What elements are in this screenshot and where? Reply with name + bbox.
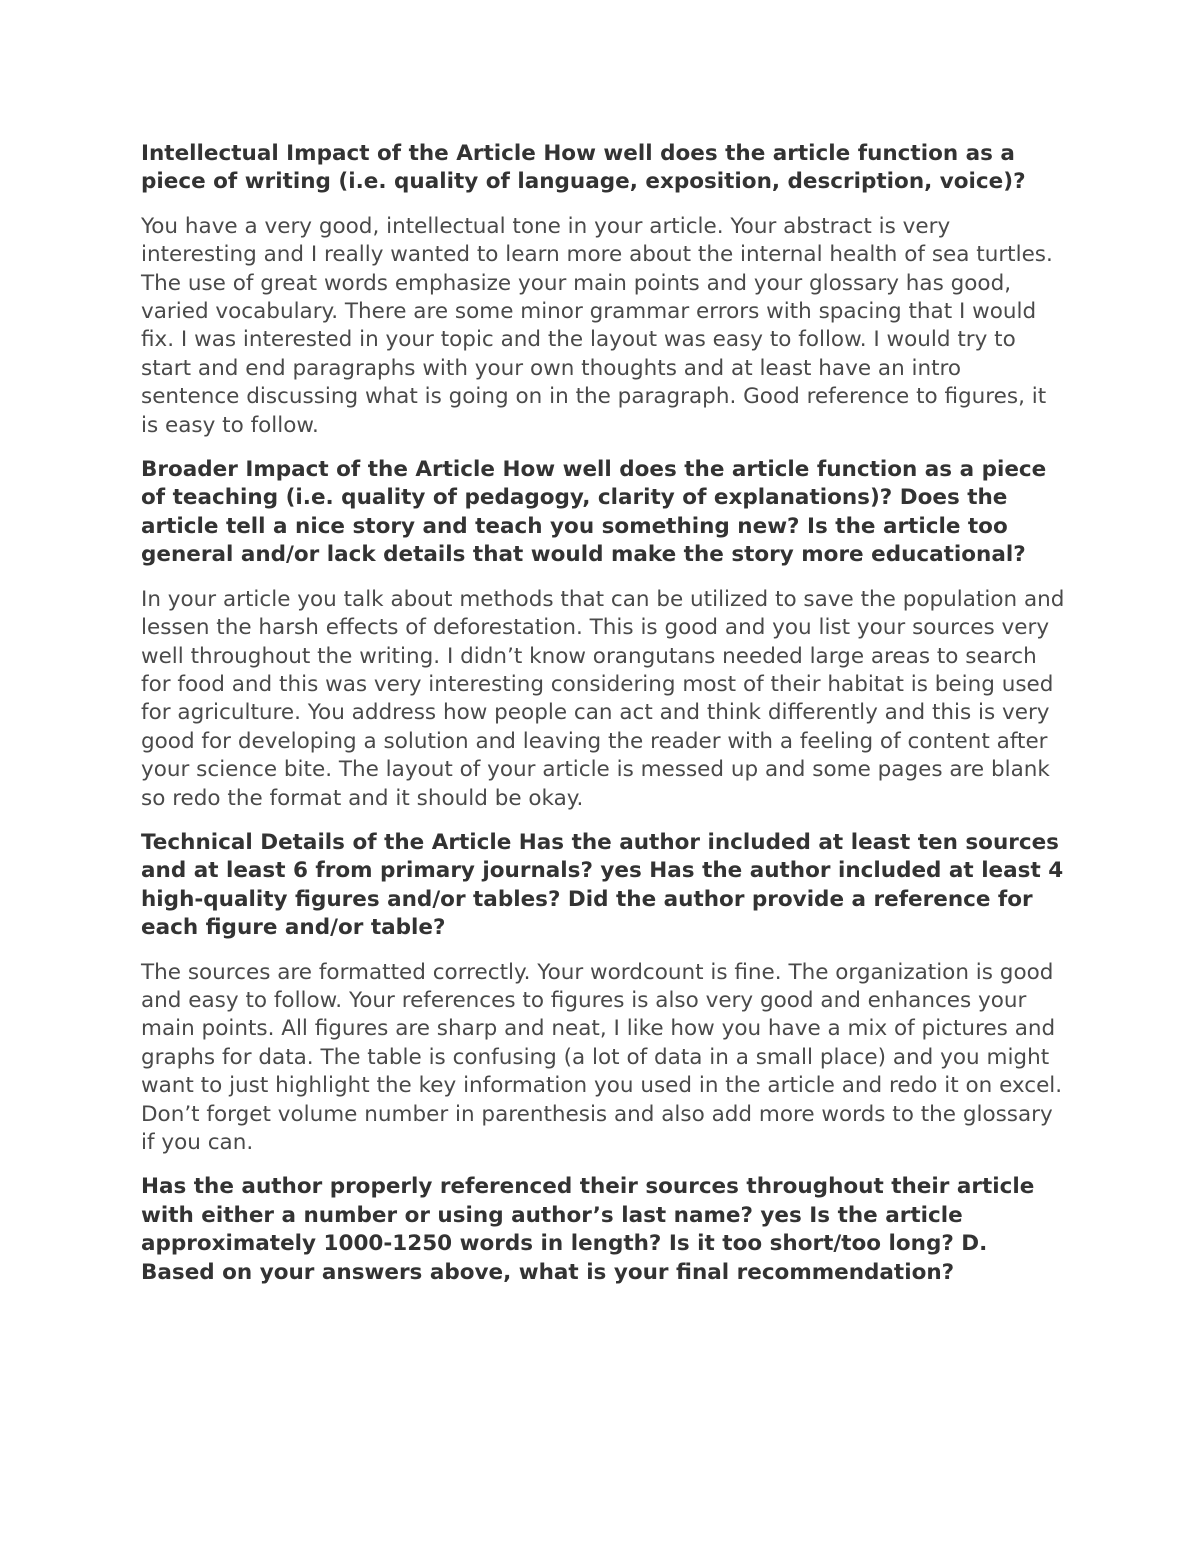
section-heading-technical-details: Technical Details of the Article Has the author included at least ten sources and at least 6 from primary journals? yes Has the author included at least 4 high-quality figures and/or tables? Did the author provide a reference for each figure and/or table? [141,829,1064,941]
document-body [141,140,1066,1303]
section-answer-intellectual-impact: You have a very good, intellectual tone in your article. Your abstract is very interesting and I really wanted to learn more about the internal health of sea turtles. The use of great words emphasize your main points and your glossary has good, varied vocabulary. There are some minor grammar errors with spacing that I would fix. I was interested in your topic and the layout was easy to follow. I would try to start and end paragraphs with your own thoughts and at least have an intro sentence discussing what is going on in the paragraph. Good reference to figures, it is easy to follow. [141,213,1053,438]
section-heading-broader-impact: Broader Impact of the Article How well does the article function as a piece of teaching (i.e. quality of pedagogy, clarity of explanations)? Does the article tell a nice story and teach you something new? Is the article too general and/or lack details that would make the story more educational? [141,457,1047,568]
section-answer-broader-impact: In your article you talk about methods that can be utilized to save the population and lessen the harsh effects of deforestation. This is good and you list your sources very well throughout the writing. I didn’t know orangutans needed large areas to search for food and this was very interesting considering most of their habitat is being used for agriculture. You address how people can act and think differently and this is very good for developing a solution and leaving the reader with a feeling of content after your science bite. The layout of your article is messed up and some pages are blank so redo the format and it should be okay. [141,586,1065,811]
section-answer-technical-details: The sources are formatted correctly. Your wordcount is fine. The organization is good and easy to follow. Your references to figures is also very good and enhances your main points. All figures are sharp and neat, I like how you have a mix of pictures and graphs for data. The table is confusing (a lot of data in a small place) and you might want to just highlight the key information you used in the article and redo it on excel. Don’t forget volume number in parenthesis and also add more words to the glossary if you can. [141,959,1063,1155]
section-heading-references-recommendation: Has the author properly referenced their sources throughout their article with either a number or using author’s last name? yes Is the article approximately 1000-1250 words in length? Is it too short/too long? D. Based on your answers above, what is your final recommendation? [141,1174,1035,1285]
section-heading-intellectual-impact: Intellectual Impact of the Article How well does the article function as a piece of writing (i.e. quality of language, exposition, description, voice)? [141,141,1026,195]
